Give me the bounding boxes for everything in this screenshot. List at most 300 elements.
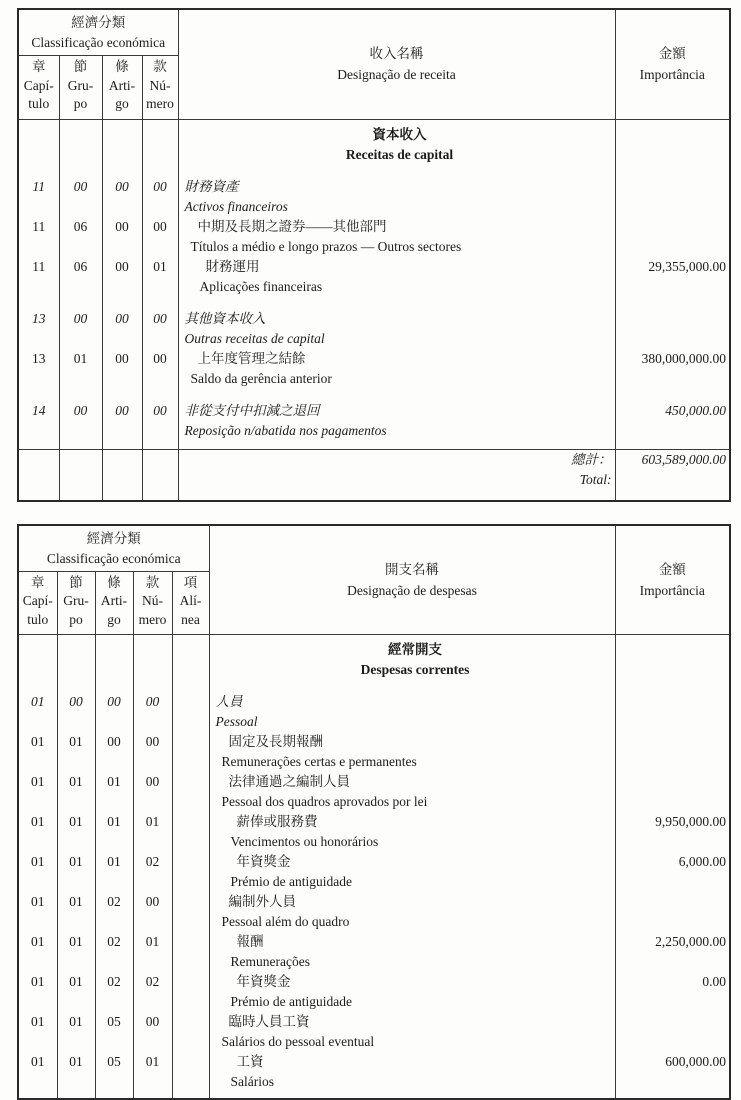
amount-cell [615, 772, 730, 792]
code-cell [133, 680, 172, 692]
code-cell: 01 [142, 257, 178, 277]
code-cell: 11 [18, 217, 59, 237]
designation-header-zh: 收入名稱 [179, 43, 615, 64]
code-cell [172, 792, 209, 812]
designation-pt: Remunerações certas e permanentes [209, 752, 615, 772]
code-cell [133, 712, 172, 732]
col-header-pt1: Alí- [173, 592, 209, 611]
col-header-zh: 條 [103, 58, 142, 77]
code-cell [95, 832, 133, 852]
designation-pt: Salários do pessoal eventual [209, 1032, 615, 1052]
code-cell [172, 1032, 209, 1052]
amount-cell [615, 752, 730, 772]
code-cell: 00 [142, 349, 178, 369]
table-row-pt [18, 1032, 730, 1052]
code-cell [59, 197, 102, 217]
designation-pt: Reposição n/abatida nos pagamentos [178, 421, 615, 441]
spacer-row [18, 165, 730, 177]
code-cell [142, 441, 178, 450]
code-cell [172, 692, 209, 712]
spacer-row [18, 680, 730, 692]
econ-header-zh: 經濟分類 [19, 529, 209, 549]
table-row [18, 217, 730, 237]
code-cell [59, 421, 102, 441]
designation-header-zh: 開支名稱 [210, 559, 615, 580]
code-cell [59, 389, 102, 401]
code-cell [18, 792, 57, 812]
amount-cell [615, 277, 730, 297]
table-row [18, 1012, 730, 1032]
code-cell [18, 832, 57, 852]
code-cell [57, 1092, 95, 1099]
code-cell [18, 992, 57, 1012]
code-cell [18, 329, 59, 349]
code-cell [18, 165, 59, 177]
code-cell: 01 [57, 772, 95, 792]
amount-header [615, 525, 730, 635]
table-row-pt [18, 992, 730, 1012]
designation-zh: 法律通過之編制人員 [209, 772, 615, 792]
code-cell: 01 [59, 349, 102, 369]
amount-cell [615, 912, 730, 932]
code-cell: 00 [95, 692, 133, 712]
table-row-pt [18, 329, 730, 349]
code-cell [18, 872, 57, 892]
code-cell: 01 [18, 892, 57, 912]
code-cell [102, 165, 142, 177]
code-cell [133, 1032, 172, 1052]
designation-pt: Outras receitas de capital [178, 329, 615, 349]
code-cell [59, 119, 102, 165]
code-cell: 00 [59, 401, 102, 421]
col-header-pt1: Capí- [19, 592, 57, 611]
designation-zh: 薪俸或服務費 [209, 812, 615, 832]
code-cell [95, 912, 133, 932]
code-cell: 01 [18, 932, 57, 952]
col-header-zh: 款 [143, 58, 178, 77]
table-row-pt [18, 872, 730, 892]
code-cell [142, 470, 178, 501]
code-cell: 00 [59, 309, 102, 329]
total-row [18, 449, 730, 470]
code-cell: 02 [95, 932, 133, 952]
code-cell [133, 1072, 172, 1092]
code-cell [18, 635, 57, 681]
code-cell [172, 912, 209, 932]
code-cell: 00 [142, 401, 178, 421]
amount-cell: 6,000.00 [615, 852, 730, 872]
code-cell: 00 [142, 217, 178, 237]
code-cell: 00 [133, 692, 172, 712]
code-cell [133, 952, 172, 972]
table-row-pt [18, 369, 730, 389]
code-cell [95, 992, 133, 1012]
table-row [18, 852, 730, 872]
econ-classification-header [18, 525, 209, 572]
code-cell [18, 237, 59, 257]
col-header-pt1: Arti- [103, 77, 142, 96]
col-header-capitulo [18, 56, 59, 120]
designation-zh: 臨時人員工資 [209, 1012, 615, 1032]
code-cell [18, 119, 59, 165]
code-cell: 01 [133, 1052, 172, 1072]
col-header-pt1: Capí- [19, 77, 59, 96]
code-cell: 00 [102, 177, 142, 197]
designation-zh: 報酬 [209, 932, 615, 952]
designation-zh: 財務運用 [178, 257, 615, 277]
designation-pt: Pessoal dos quadros aprovados por lei [209, 792, 615, 812]
code-cell [142, 389, 178, 401]
code-cell [18, 470, 59, 501]
col-header-pt2: tulo [19, 611, 57, 630]
code-cell [57, 712, 95, 732]
col-header-pt1: Nú- [134, 592, 172, 611]
amount-header-pt: Importância [616, 64, 730, 85]
code-cell [133, 992, 172, 1012]
econ-header-zh: 經濟分類 [19, 13, 178, 33]
designation-header [209, 525, 615, 635]
col-header-pt2: go [96, 611, 133, 630]
designation-header-pt: Designação de despesas [210, 580, 615, 601]
code-cell: 13 [18, 349, 59, 369]
amount-cell [615, 1012, 730, 1032]
code-cell [95, 792, 133, 812]
amount-cell [615, 732, 730, 752]
table-row [18, 732, 730, 752]
table-row [18, 892, 730, 912]
code-cell [142, 165, 178, 177]
code-cell: 01 [18, 732, 57, 752]
section-title-zh: 經常開支 [216, 640, 615, 660]
code-cell [172, 992, 209, 1012]
amount-cell [615, 309, 730, 329]
amount-cell [615, 1072, 730, 1092]
table-row [18, 309, 730, 329]
code-cell [18, 1072, 57, 1092]
amount-cell [615, 792, 730, 812]
econ-header-pt: Classificação económica [19, 549, 209, 569]
amount-cell [615, 119, 730, 165]
code-cell [172, 1092, 209, 1099]
total-row-pt [18, 470, 730, 501]
code-cell: 01 [18, 852, 57, 872]
amount-cell [615, 1092, 730, 1099]
col-header-zh: 條 [96, 574, 133, 593]
spacer-row [18, 1092, 730, 1099]
code-cell [133, 792, 172, 812]
code-cell [57, 872, 95, 892]
designation-zh: 編制外人員 [209, 892, 615, 912]
amount-header-pt: Importância [616, 580, 730, 601]
section-title-pt: Despesas correntes [216, 660, 615, 680]
amount-cell [615, 197, 730, 217]
amount-cell [615, 952, 730, 972]
col-header-zh: 節 [58, 574, 95, 593]
code-cell [59, 165, 102, 177]
code-cell [102, 329, 142, 349]
total-label-pt: Total: [178, 470, 615, 501]
designation-pt: Prémio de antiguidade [209, 872, 615, 892]
code-cell [133, 872, 172, 892]
designation-cell [209, 680, 615, 692]
amount-cell [615, 712, 730, 732]
code-cell [18, 1032, 57, 1052]
code-cell [172, 892, 209, 912]
code-cell [59, 449, 102, 470]
code-cell [59, 277, 102, 297]
code-cell [172, 752, 209, 772]
code-cell [142, 369, 178, 389]
code-cell: 00 [133, 732, 172, 752]
code-cell [59, 470, 102, 501]
col-header-pt1: Gru- [60, 77, 102, 96]
code-cell [102, 421, 142, 441]
amount-cell: 29,355,000.00 [615, 257, 730, 277]
designation-zh: 人員 [209, 692, 615, 712]
table-separator [17, 502, 729, 524]
code-cell [59, 441, 102, 450]
code-cell: 01 [133, 812, 172, 832]
table-row-pt [18, 752, 730, 772]
table-row [18, 772, 730, 792]
designation-pt: Saldo da gerência anterior [178, 369, 615, 389]
code-cell: 01 [57, 892, 95, 912]
code-cell: 01 [18, 812, 57, 832]
code-cell [18, 441, 59, 450]
code-cell: 06 [59, 217, 102, 237]
code-cell: 00 [133, 892, 172, 912]
code-cell [133, 1092, 172, 1099]
col-header-grupo [57, 571, 95, 635]
designation-cell [178, 389, 615, 401]
col-header-zh: 項 [173, 574, 209, 593]
amount-cell [615, 832, 730, 852]
amount-cell [615, 237, 730, 257]
table-row-pt [18, 792, 730, 812]
code-cell [102, 449, 142, 470]
amount-cell [615, 297, 730, 309]
code-cell: 14 [18, 401, 59, 421]
expense-header-row [18, 525, 730, 572]
code-cell: 05 [95, 1012, 133, 1032]
section-title [178, 119, 615, 165]
code-cell: 00 [102, 217, 142, 237]
code-cell [57, 1072, 95, 1092]
code-cell [102, 369, 142, 389]
code-cell [142, 119, 178, 165]
code-cell: 01 [57, 732, 95, 752]
code-cell [172, 732, 209, 752]
col-header-artigo [95, 571, 133, 635]
code-cell [142, 237, 178, 257]
table-row [18, 932, 730, 952]
expense-table [17, 524, 731, 1100]
col-header-numero [133, 571, 172, 635]
amount-cell [615, 680, 730, 692]
designation-zh: 中期及長期之證券——其他部門 [178, 217, 615, 237]
code-cell: 05 [95, 1052, 133, 1072]
code-cell: 01 [18, 772, 57, 792]
amount-cell [615, 177, 730, 197]
designation-zh: 工資 [209, 1052, 615, 1072]
designation-zh: 年資獎金 [209, 972, 615, 992]
col-header-zh: 節 [60, 58, 102, 77]
table-row-pt [18, 277, 730, 297]
code-cell [18, 197, 59, 217]
designation-cell [209, 1092, 615, 1099]
amount-cell [615, 389, 730, 401]
col-header-capitulo [18, 571, 57, 635]
code-cell [172, 832, 209, 852]
code-cell [172, 712, 209, 732]
designation-pt: Salários [209, 1072, 615, 1092]
code-cell: 11 [18, 177, 59, 197]
col-header-pt1: Gru- [58, 592, 95, 611]
col-header-zh: 章 [19, 58, 59, 77]
code-cell [102, 237, 142, 257]
amount-cell [615, 165, 730, 177]
amount-cell [615, 992, 730, 1012]
code-cell [172, 635, 209, 681]
code-cell [172, 1072, 209, 1092]
code-cell [59, 369, 102, 389]
code-cell [18, 712, 57, 732]
total-amount: 603,589,000.00 [615, 449, 730, 470]
econ-header-pt: Classificação económica [19, 33, 178, 53]
code-cell [59, 329, 102, 349]
amount-cell [615, 421, 730, 441]
table-row-pt [18, 237, 730, 257]
code-cell: 01 [57, 1012, 95, 1032]
code-cell [102, 441, 142, 450]
designation-pt: Pessoal [209, 712, 615, 732]
code-cell: 01 [95, 812, 133, 832]
code-cell: 11 [18, 257, 59, 277]
table-row-pt [18, 197, 730, 217]
code-cell [142, 449, 178, 470]
amount-cell [615, 441, 730, 450]
code-cell: 02 [133, 972, 172, 992]
code-cell [95, 952, 133, 972]
code-cell: 01 [133, 932, 172, 952]
designation-pt: Prémio de antiguidade [209, 992, 615, 1012]
code-cell [172, 1012, 209, 1032]
table-row-pt [18, 832, 730, 852]
section-title-pt: Receitas de capital [185, 145, 615, 165]
code-cell [172, 680, 209, 692]
designation-zh: 其他資本收入 [178, 309, 615, 329]
code-cell: 01 [57, 812, 95, 832]
code-cell [18, 297, 59, 309]
total-label-zh: 總計： [178, 449, 615, 470]
spacer-row [18, 441, 730, 450]
code-cell [18, 912, 57, 932]
code-cell [95, 1072, 133, 1092]
code-cell [102, 119, 142, 165]
code-cell: 01 [18, 692, 57, 712]
col-header-pt2: mero [134, 611, 172, 630]
code-cell [95, 752, 133, 772]
amount-cell: 9,950,000.00 [615, 812, 730, 832]
code-cell [57, 635, 95, 681]
col-header-pt2: po [60, 95, 102, 114]
code-cell [57, 680, 95, 692]
designation-cell [178, 165, 615, 177]
amount-cell: 0.00 [615, 972, 730, 992]
col-header-grupo [59, 56, 102, 120]
code-cell: 01 [18, 972, 57, 992]
code-cell: 00 [142, 177, 178, 197]
table-row [18, 257, 730, 277]
code-cell [18, 752, 57, 772]
code-cell [18, 369, 59, 389]
amount-cell: 450,000.00 [615, 401, 730, 421]
amount-cell [615, 329, 730, 349]
section-title [209, 635, 615, 681]
designation-zh: 固定及長期報酬 [209, 732, 615, 752]
code-cell: 00 [95, 732, 133, 752]
table-row [18, 692, 730, 712]
table-row [18, 401, 730, 421]
code-cell: 02 [133, 852, 172, 872]
code-cell [57, 992, 95, 1012]
designation-pt: Vencimentos ou honorários [209, 832, 615, 852]
code-cell [142, 277, 178, 297]
code-cell [57, 912, 95, 932]
code-cell [142, 421, 178, 441]
code-cell: 00 [142, 309, 178, 329]
designation-pt: Pessoal além do quadro [209, 912, 615, 932]
code-cell: 00 [133, 1012, 172, 1032]
table-row [18, 972, 730, 992]
code-cell: 01 [18, 1012, 57, 1032]
designation-pt: Activos financeiros [178, 197, 615, 217]
code-cell: 01 [18, 1052, 57, 1072]
code-cell [18, 680, 57, 692]
code-cell [172, 1052, 209, 1072]
code-cell: 01 [57, 1052, 95, 1072]
code-cell [102, 297, 142, 309]
code-cell [18, 449, 59, 470]
code-cell [18, 389, 59, 401]
code-cell [172, 812, 209, 832]
code-cell: 00 [59, 177, 102, 197]
table-row-pt [18, 421, 730, 441]
code-cell [57, 792, 95, 812]
code-cell: 00 [57, 692, 95, 712]
code-cell [57, 832, 95, 852]
code-cell: 01 [57, 972, 95, 992]
code-cell [102, 470, 142, 501]
amount-cell: 2,250,000.00 [615, 932, 730, 952]
amount-cell [615, 892, 730, 912]
econ-classification-header [18, 9, 178, 56]
code-cell: 02 [95, 972, 133, 992]
col-header-pt1: Arti- [96, 592, 133, 611]
code-cell [59, 237, 102, 257]
col-header-zh: 款 [134, 574, 172, 593]
code-cell [57, 752, 95, 772]
designation-header [178, 9, 615, 119]
spacer-row [18, 297, 730, 309]
table-row [18, 177, 730, 197]
designation-cell [178, 297, 615, 309]
col-header-alinea [172, 571, 209, 635]
code-cell [172, 872, 209, 892]
code-cell [172, 772, 209, 792]
code-cell [172, 952, 209, 972]
section-title-row [18, 635, 730, 681]
